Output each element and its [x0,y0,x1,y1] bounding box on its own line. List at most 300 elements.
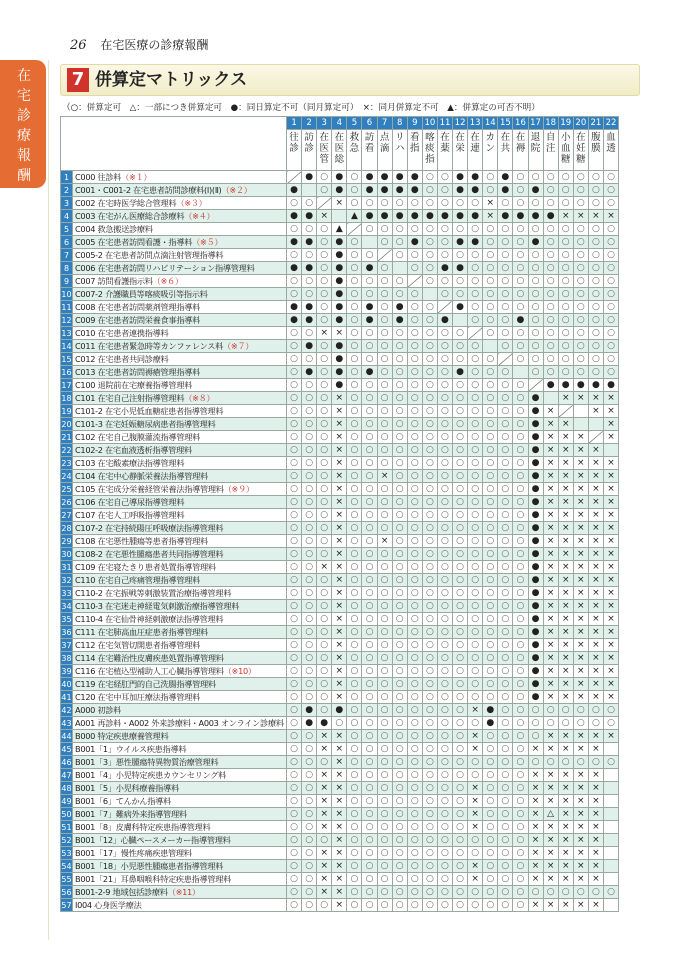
matrix-cell: ○ [287,652,302,665]
matrix-cell: ○ [287,496,302,509]
matrix-cell: ○ [498,509,513,522]
matrix-cell: × [573,743,588,756]
row-name: B001「8」皮膚科特定疾患指導管理料 [75,821,211,832]
matrix-cell: ○ [287,483,302,496]
row-number: 9 [61,275,73,288]
matrix-cell: ○ [437,730,452,743]
matrix-cell: ○ [588,327,603,340]
row-name: C110-4 在宅仙骨神経刺激療法指導管理料 [75,613,224,624]
matrix-cell: ○ [422,470,437,483]
matrix-cell: ○ [407,444,422,457]
matrix-cell: × [528,769,543,782]
row-name: C007 訪問看護指示料 [75,275,153,286]
matrix-cell: ○ [287,587,302,600]
matrix-cell: ○ [558,236,573,249]
matrix-cell: ○ [498,301,513,314]
matrix-cell: ○ [392,379,407,392]
matrix-cell: ○ [437,795,452,808]
matrix-cell: ○ [362,548,377,561]
matrix-cell: ○ [498,886,513,899]
matrix-cell: × [332,691,347,704]
matrix-cell: ○ [603,314,618,327]
matrix-cell: ● [392,171,407,184]
matrix-cell: × [543,444,558,457]
row-name: B001「1」ウイルス疾患指導料 [75,743,187,754]
row-name: C106 在宅自己導尿指導管理料 [75,496,185,507]
matrix-cell: ○ [603,288,618,301]
matrix-cell: ○ [287,639,302,652]
matrix-cell: ○ [453,535,468,548]
matrix-cell: ○ [437,340,452,353]
matrix-cell: ○ [528,730,543,743]
matrix-cell: × [573,574,588,587]
matrix-cell: ○ [377,808,392,821]
matrix-cell: ○ [377,626,392,639]
running-header [70,36,208,53]
matrix-cell: ○ [573,886,588,899]
matrix-cell: ○ [528,197,543,210]
matrix-cell: × [558,769,573,782]
row-label [73,262,287,275]
matrix-cell: ○ [407,392,422,405]
matrix-cell: ○ [483,613,498,626]
matrix-cell: ○ [302,730,317,743]
matrix-cell: × [588,821,603,834]
matrix-cell: ○ [392,522,407,535]
matrix-cell: ○ [302,288,317,301]
row-label [73,782,287,795]
matrix-cell: ○ [603,262,618,275]
row-number: 14 [61,341,72,351]
row-label [73,873,287,886]
row-name: C116 在宅植込型補助人工心臓指導管理料 [75,665,224,676]
matrix-cell: ○ [347,392,362,405]
matrix-cell: ○ [422,691,437,704]
matrix-cell [317,197,332,210]
matrix-cell: × [573,483,588,496]
matrix-cell: ○ [317,704,332,717]
matrix-cell: ○ [317,223,332,236]
table-row [61,340,619,353]
matrix-cell [407,275,422,288]
matrix-cell: ○ [483,652,498,665]
matrix-cell: ○ [302,561,317,574]
matrix-cell: × [543,665,558,678]
matrix-cell: ○ [347,327,362,340]
matrix-cell: × [332,652,347,665]
matrix-cell: ○ [513,899,528,912]
matrix-cell: × [558,548,573,561]
matrix-cell: ○ [407,704,422,717]
matrix-cell: ○ [377,509,392,522]
matrix-cell: ○ [422,652,437,665]
matrix-cell: ● [498,210,513,223]
row-label [73,275,287,288]
matrix-cell: ○ [498,821,513,834]
matrix-cell: ○ [483,756,498,769]
matrix-cell: ○ [362,886,377,899]
matrix-cell: ○ [573,756,588,769]
matrix-cell: ○ [287,743,302,756]
matrix-cell: ● [528,691,543,704]
matrix-cell: ○ [407,730,422,743]
row-reference-note: （※４） [184,210,215,221]
matrix-cell: ○ [528,886,543,899]
matrix-cell: ○ [468,587,483,600]
matrix-cell: × [543,574,558,587]
table-row [61,288,619,301]
matrix-cell: ○ [513,795,528,808]
matrix-cell: ○ [483,418,498,431]
matrix-cell: ○ [392,275,407,288]
matrix-cell: ○ [347,522,362,535]
running-head-title: 在宅医療の診療報酬 [100,38,209,52]
matrix-cell: ● [302,340,317,353]
matrix-cell: ○ [392,717,407,730]
row-number: 53 [61,848,72,858]
matrix-cell: ○ [347,444,362,457]
column-number: 7 [377,117,392,130]
row-name: C008 在宅患者訪問薬剤管理指導料 [75,301,200,312]
matrix-cell: ○ [528,704,543,717]
matrix-cell: ○ [437,288,452,301]
matrix-cell: ○ [302,795,317,808]
matrix-cell: ○ [483,392,498,405]
matrix-cell: ○ [437,418,452,431]
row-number: 3 [61,197,73,210]
matrix-cell: ○ [437,873,452,886]
matrix-cell: ○ [347,288,362,301]
matrix-cell: ○ [468,431,483,444]
column-label: 喀 痰 指 [422,130,437,171]
matrix-cell: ○ [453,743,468,756]
matrix-cell: ○ [437,860,452,873]
matrix-cell: ○ [407,301,422,314]
matrix-cell: ● [437,314,452,327]
matrix-cell: ○ [302,249,317,262]
matrix-cell: × [377,470,392,483]
matrix-cell: ○ [407,509,422,522]
matrix-cell: ○ [437,379,452,392]
matrix-cell: × [317,886,332,899]
matrix-cell: × [543,418,558,431]
matrix-cell: ○ [468,691,483,704]
matrix-cell: ○ [543,340,558,353]
matrix-cell: × [573,795,588,808]
row-name: C009 在宅患者訪問栄養食事指導料 [75,314,200,325]
table-row [61,821,619,834]
matrix-cell: × [588,860,603,873]
matrix-cell: ○ [347,262,362,275]
matrix-cell: ○ [422,626,437,639]
matrix-cell: ○ [558,756,573,769]
matrix-cell: ○ [302,769,317,782]
row-label [73,743,287,756]
matrix-cell: ○ [407,574,422,587]
matrix-cell: ○ [453,522,468,535]
matrix-cell: × [332,522,347,535]
matrix-cell: ● [287,210,302,223]
matrix-cell: × [317,730,332,743]
matrix-cell: ○ [513,496,528,509]
matrix-cell: ○ [528,340,543,353]
matrix-cell: ○ [468,769,483,782]
matrix-cell: ○ [603,275,618,288]
matrix-cell: ○ [543,366,558,379]
row-name: C103 在宅酸素療法指導管理料 [75,457,185,468]
matrix-cell: ○ [347,717,362,730]
matrix-cell: × [573,691,588,704]
matrix-cell: ○ [392,548,407,561]
matrix-cell: ○ [422,678,437,691]
matrix-cell: ● [468,236,483,249]
matrix-cell: ○ [498,600,513,613]
matrix-cell: ○ [347,743,362,756]
matrix-cell: ○ [422,795,437,808]
matrix-cell: ○ [513,600,528,613]
matrix-cell: ○ [362,821,377,834]
matrix-cell: ○ [437,782,452,795]
matrix-cell: ● [468,184,483,197]
matrix-cell: ○ [287,678,302,691]
matrix-cell: ○ [347,899,362,912]
table-row [61,769,619,782]
matrix-cell: ○ [302,548,317,561]
matrix-cell: ○ [287,626,302,639]
matrix-cell: ○ [437,717,452,730]
matrix-cell: ○ [287,444,302,457]
table-row [61,899,619,912]
matrix-cell: × [603,535,618,548]
matrix-cell: ● [483,717,498,730]
matrix-cell: ○ [437,639,452,652]
row-number: 5 [61,223,73,236]
matrix-cell: × [573,626,588,639]
table-row [61,457,619,470]
matrix-cell: × [603,210,618,223]
matrix-cell: ○ [513,457,528,470]
matrix-cell: ○ [468,496,483,509]
matrix-cell: ○ [362,353,377,366]
matrix-cell: ○ [392,899,407,912]
matrix-cell: ○ [302,860,317,873]
matrix-cell: × [317,327,332,340]
table-row [61,886,619,899]
matrix-cell: × [317,821,332,834]
matrix-cell: ○ [392,574,407,587]
row-name: C112 在宅気管切開患者指導管理料 [75,639,200,650]
matrix-cell: ○ [377,275,392,288]
matrix-cell: ○ [513,535,528,548]
column-number: 6 [362,117,377,130]
matrix-cell: ○ [483,223,498,236]
matrix-cell: ○ [468,899,483,912]
matrix-cell: ○ [498,587,513,600]
matrix-cell: × [558,574,573,587]
matrix-cell: ○ [453,483,468,496]
matrix-cell: ○ [362,457,377,470]
matrix-cell: ○ [513,886,528,899]
row-number: 31 [61,562,72,572]
table-row [61,860,619,873]
row-name: C102-2 在宅血液透析指導管理料 [75,444,192,455]
matrix-cell: ○ [377,886,392,899]
matrix-cell: ● [362,366,377,379]
matrix-cell: ○ [407,522,422,535]
matrix-cell: ○ [483,691,498,704]
row-number: 2 [61,184,73,197]
matrix-cell: ○ [588,171,603,184]
matrix-cell: ○ [453,431,468,444]
column-label: 点 滴 [377,130,392,171]
matrix-cell: ○ [347,769,362,782]
matrix-cell: ○ [588,223,603,236]
matrix-cell: ○ [483,769,498,782]
matrix-cell: ○ [347,470,362,483]
matrix-cell: ○ [558,366,573,379]
table-row [61,691,619,704]
matrix-cell: × [573,522,588,535]
row-name: C107-2 在宅持続陽圧呼吸療法指導管理料 [75,522,224,533]
matrix-cell: ○ [407,223,422,236]
matrix-cell: ○ [347,639,362,652]
matrix-cell: ○ [453,821,468,834]
matrix-cell: ○ [302,899,317,912]
matrix-cell: ○ [422,756,437,769]
row-name: C007-2 介護職員等喀痰吸引等指示料 [75,288,208,299]
matrix-cell: ○ [407,834,422,847]
matrix-cell: ○ [603,197,618,210]
matrix-cell: ○ [468,444,483,457]
row-number: 23 [61,458,72,468]
row-label [73,587,287,600]
matrix-cell: ○ [422,574,437,587]
matrix-cell: × [317,808,332,821]
matrix-cell: ○ [392,340,407,353]
column-label: 在 薬 [437,130,452,171]
row-label [73,769,287,782]
row-name: C110 在宅自己疼痛管理指導管理料 [75,574,200,585]
matrix-cell: ○ [317,444,332,457]
matrix-cell: ○ [468,717,483,730]
matrix-cell: ○ [483,678,498,691]
matrix-cell: ○ [317,535,332,548]
column-label: 訪 診 [302,130,317,171]
matrix-cell: ○ [377,756,392,769]
matrix-cell: ○ [317,366,332,379]
row-number: 57 [61,900,72,910]
matrix-cell: ○ [437,223,452,236]
matrix-cell: ○ [558,249,573,262]
matrix-cell: ○ [362,730,377,743]
matrix-cell: × [332,821,347,834]
matrix-cell: ○ [377,652,392,665]
header-corner [61,117,287,171]
matrix-cell: ○ [513,483,528,496]
matrix-cell: ○ [347,184,362,197]
matrix-cell: ○ [453,717,468,730]
matrix-cell: ○ [287,873,302,886]
matrix-cell: ○ [392,418,407,431]
matrix-cell: ○ [377,353,392,366]
matrix-cell: × [588,769,603,782]
matrix-cell [588,431,603,444]
matrix-cell: ○ [573,171,588,184]
row-name: C013 在宅患者訪問褥瘡管理指導料 [75,366,200,377]
matrix-cell: ○ [422,782,437,795]
matrix-cell: ○ [558,171,573,184]
matrix-cell: ○ [453,847,468,860]
matrix-cell: ● [528,210,543,223]
matrix-cell: ○ [362,496,377,509]
matrix-cell: ○ [453,418,468,431]
matrix-cell: ○ [453,769,468,782]
matrix-cell: ○ [287,886,302,899]
matrix-cell: ○ [483,275,498,288]
matrix-cell: ○ [437,652,452,665]
matrix-cell: ○ [392,769,407,782]
matrix-cell: × [603,626,618,639]
matrix-cell: ○ [302,847,317,860]
matrix-cell: ● [437,262,452,275]
matrix-cell: ○ [392,470,407,483]
matrix-cell: ○ [287,223,302,236]
matrix-cell: ○ [392,444,407,457]
matrix-cell: ○ [513,392,528,405]
matrix-cell: ○ [513,639,528,652]
matrix-cell: ○ [287,717,302,730]
column-label: 退 院 [528,130,543,171]
matrix-cell: ○ [377,821,392,834]
matrix-cell: ○ [347,535,362,548]
matrix-cell: × [558,899,573,912]
matrix-cell: ○ [513,808,528,821]
matrix-cell: ● [317,717,332,730]
matrix-cell: ○ [603,717,618,730]
matrix-cell: × [588,639,603,652]
matrix-cell: ○ [377,899,392,912]
matrix-cell: ● [362,210,377,223]
matrix-cell: × [543,613,558,626]
matrix-cell: ○ [347,756,362,769]
matrix-cell: ○ [407,652,422,665]
row-name: B001「17」慢性疼痛疾患管理料 [75,847,192,858]
row-number: 12 [61,315,72,325]
matrix-cell: ○ [407,366,422,379]
matrix-cell [498,353,513,366]
matrix-cell: ○ [377,314,392,327]
row-label [73,379,287,392]
matrix-cell: ○ [498,769,513,782]
matrix-cell: ○ [392,886,407,899]
matrix-cell: ○ [377,288,392,301]
matrix-cell: ○ [347,821,362,834]
matrix-cell: ○ [347,652,362,665]
matrix-cell: ○ [437,899,452,912]
row-reference-note: （※２） [221,184,252,195]
matrix-cell: ○ [317,587,332,600]
matrix-cell: ○ [468,405,483,418]
matrix-cell: ○ [392,535,407,548]
matrix-cell: ○ [453,652,468,665]
matrix-cell: ● [528,626,543,639]
matrix-cell: ○ [558,288,573,301]
row-number: 41 [61,692,72,702]
matrix-cell: ○ [302,444,317,457]
matrix-cell: ○ [468,509,483,522]
matrix-cell: ○ [498,431,513,444]
column-label: 自 注 [543,130,558,171]
